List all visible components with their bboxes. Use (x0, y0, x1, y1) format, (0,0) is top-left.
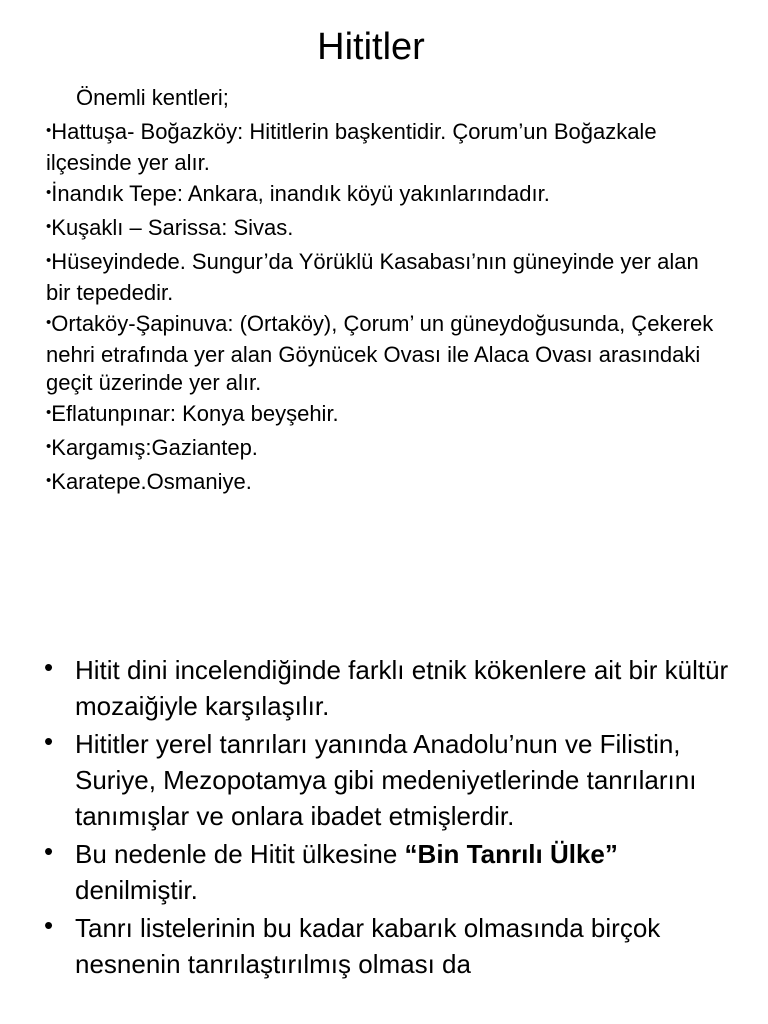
list-item (46, 468, 726, 499)
note-text: denilmiştir. (75, 875, 198, 905)
bullet-icon: • (46, 218, 52, 235)
list-item (46, 310, 726, 397)
city-text: Karatepe.Osmaniye. (51, 469, 252, 494)
bullet-icon: • (44, 836, 54, 866)
list-item (44, 726, 744, 834)
city-list (46, 118, 726, 502)
bullet-icon: • (44, 726, 54, 756)
list-item (46, 400, 726, 431)
list-item (46, 118, 726, 177)
city-text: Kargamış:Gaziantep. (51, 435, 258, 460)
note-text: Hititler yerel tanrıları yanında Anadolu’nun ve Filistin, Suriye, Mezopotamya gibi medeniyetlerinde tanrılarını tanımışlar ve onlara ibadet etmişlerdir. (75, 729, 697, 831)
bullet-icon: • (46, 404, 52, 421)
bullet-icon: • (46, 122, 52, 139)
city-text: Kuşaklı – Sarissa: Sivas. (51, 215, 294, 240)
city-text: Eflatunpınar: Konya beyşehir. (51, 401, 339, 426)
city-text: Ortaköy-Şapinuva: (Ortaköy), Çorum’ un güneydoğusunda, Çekerek nehri etrafında yer alan Göynücek Ovası ile Alaca Ovası arasındaki geçit üzerinde yer alır. (46, 311, 714, 395)
city-text: İnandık Tepe: Ankara, inandık köyü yakınlarındadır. (51, 181, 550, 206)
notes-list (44, 652, 744, 984)
city-text: Hüseyindede. Sungur’da Yörüklü Kasabası’nın güneyinde yer alan bir tepededir. (46, 249, 699, 305)
list-item (44, 910, 744, 982)
note-text: Hitit dini incelendiğinde farklı etnik kökenlere ait bir kültür mozaiğiyle karşılaşılır. (75, 655, 729, 721)
list-item (46, 214, 726, 245)
list-item (44, 652, 744, 724)
bullet-icon: • (46, 438, 52, 455)
list-item (44, 836, 744, 908)
note-text: Bu nedenle de Hitit ülkesine (75, 839, 405, 869)
bullet-icon: • (46, 252, 52, 269)
intro-heading: Önemli kentleri; (76, 85, 229, 110)
bullet-icon: • (44, 652, 54, 682)
bullet-icon: • (46, 472, 52, 489)
bullet-icon: • (46, 314, 52, 331)
city-text: Hattuşa- Boğazköy: Hititlerin başkentidir. Çorum’un Boğazkale ilçesinde yer alır. (46, 119, 657, 175)
bullet-icon: • (46, 184, 52, 201)
list-item (46, 434, 726, 465)
bullet-icon: • (44, 910, 54, 940)
list-item (46, 248, 726, 307)
list-item (46, 180, 726, 211)
bold-phrase: “Bin Tanrılı Ülke” (404, 839, 618, 869)
page-title: Hititler (317, 26, 425, 68)
note-text: Tanrı listelerinin bu kadar kabarık olmasında birçok nesnenin tanrılaştırılmış olması da (75, 913, 661, 979)
